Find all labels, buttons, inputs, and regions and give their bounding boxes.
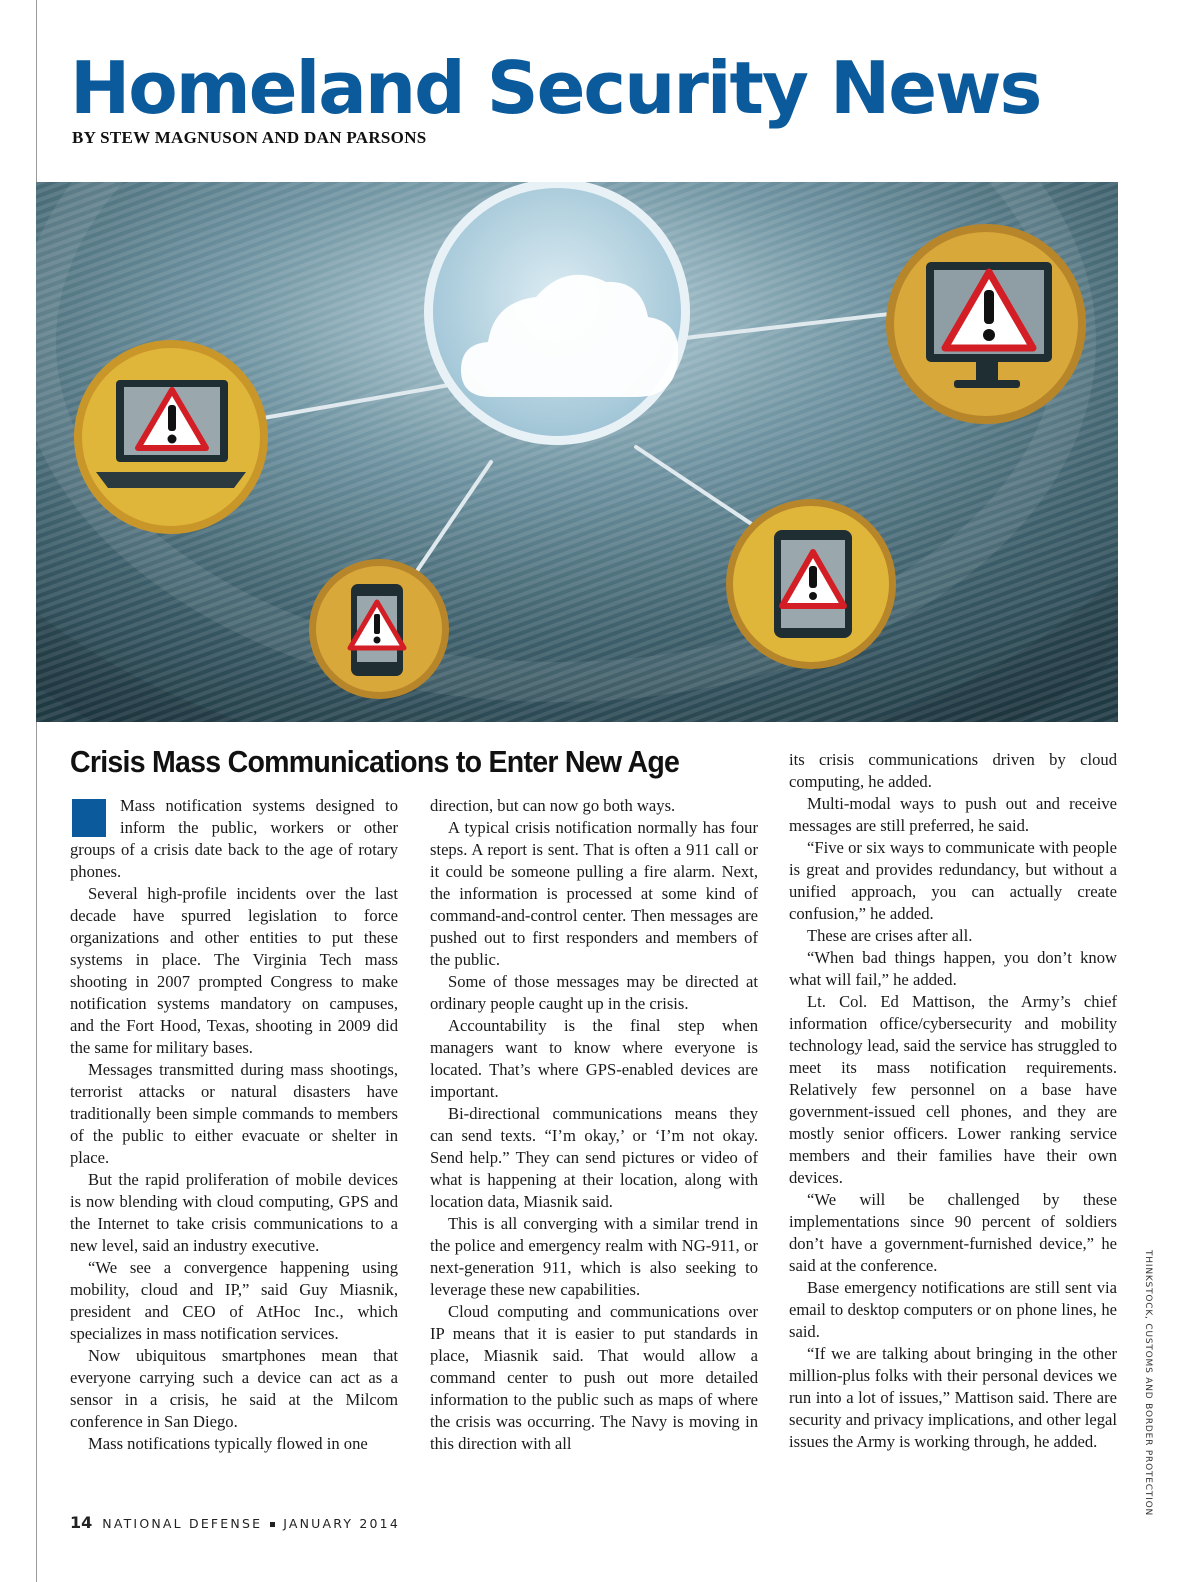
byline: BY STEW MAGNUSON AND DAN PARSONS — [72, 128, 427, 147]
laptop-warning-icon — [74, 340, 268, 534]
paragraph: “When bad things happen, you don’t know what will fail,” he added. — [789, 948, 1117, 989]
paragraph: Some of those messages may be directed at ordinary people caught up in the crisis. — [430, 972, 758, 1013]
paragraph: But the rapid proliferation of mobile devices is now blending with cloud computing, GPS and the Internet to take crisis communications to a new level, said an industry executive. — [70, 1170, 398, 1255]
hero-illustration — [36, 182, 1118, 722]
paragraph: Several high-profile incidents over the last decade have spurred legislation to force organizations and other entities to put these systems in place. The Virginia Tech mass shooting in 2007 prompted Congress to make notification systems mandatory on campuses, and the Fort Hood, Texas, shooting in 2009 did the same for military bases. — [70, 884, 398, 1057]
issue-date: JANUARY 2014 — [283, 1516, 400, 1531]
section-masthead: Homeland Security News — [70, 46, 1041, 130]
separator-dot — [270, 1522, 275, 1527]
paragraph: Cloud computing and communications over IP means that it is easier to put standards in place, Miasnik said. That would allow a command center to push out more detailed information to the public such as maps of where the crisis was occurring. The Navy is moving in this direction with all — [430, 1302, 758, 1453]
drop-square — [72, 799, 106, 837]
page-footer — [70, 1513, 400, 1532]
paragraph: “Five or six ways to communicate with people is great and provides redundancy, but without a unified approach, you can actually create confusion,” he added. — [789, 838, 1117, 923]
paragraph: Base emergency notifications are still sent via email to desktop computers or on phone lines, he said. — [789, 1278, 1117, 1341]
tablet-warning-icon — [726, 499, 896, 669]
paragraph: Multi-modal ways to push out and receive messages are still preferred, he said. — [789, 794, 1117, 835]
paragraph: “If we are talking about bringing in the other million-plus folks with their personal devices we run into a lot of issues,” Mattison said. There are security and privacy implications, and other legal issues the Army is working through, he added. — [789, 1344, 1117, 1451]
paragraph: Mass notifications typically flowed in one — [88, 1434, 368, 1453]
article-column-1 — [70, 795, 398, 1455]
article-headline: Crisis Mass Communications to Enter New Age — [70, 744, 680, 779]
paragraph: Accountability is the final step when managers want to know where everyone is located. That’s where GPS-enabled devices are important. — [430, 1016, 758, 1101]
monitor-warning-icon — [886, 224, 1086, 424]
paragraph: A typical crisis notification normally has four steps. A report is sent. That is often a 911 call or it could be someone pulling a fire alarm. Next, the information is processed at some kind of command-and-control center. Then messages are pushed out to first responders and members of the public. — [430, 818, 758, 969]
paragraph: Bi-directional communications means they can send texts. “I’m okay,’ or ‘I’m not okay. Send help.” They can send pictures or video of what is happening at their location, along with location data, Miasnik said. — [430, 1104, 758, 1211]
article-column-2 — [430, 795, 758, 1455]
paragraph: its crisis communications driven by cloud computing, he added. — [789, 750, 1117, 791]
publication-name: NATIONAL DEFENSE — [102, 1516, 263, 1531]
paragraph: These are crises after all. — [807, 926, 973, 945]
paragraph: “We will be challenged by these implementations since 90 percent of soldiers don’t have a government-furnished device,” he said at the conference. — [789, 1190, 1117, 1275]
paragraph — [70, 795, 398, 883]
paragraph: direction, but can now go both ways. — [430, 796, 676, 815]
page-number: 14 — [70, 1513, 93, 1532]
photo-credit: THINKSTOCK, CUSTOMS AND BORDER PROTECTION — [1143, 1250, 1153, 1517]
paragraph: This is all converging with a similar trend in the police and emergency realm with NG-911, or next-generation 911, which is also seeking to leverage these new capabilities. — [430, 1214, 758, 1299]
paragraph: Now ubiquitous smartphones mean that everyone carrying such a device can act as a sensor in a crisis, he said at the Milcom conference in San Diego. — [70, 1346, 398, 1431]
cloud-icon — [424, 182, 690, 445]
article-column-3 — [789, 749, 1117, 1453]
paragraph: “We see a convergence happening using mobility, cloud and IP,” said Guy Miasnik, president and CEO of AtHoc Inc., which specializes in mass notification services. — [70, 1258, 398, 1343]
paragraph-text: Mass notification systems designed to inform the public, workers or other groups of a crisis date back to the age of rotary phones. — [70, 796, 398, 881]
phone-warning-icon — [309, 559, 449, 699]
paragraph: Messages transmitted during mass shootings, terrorist attacks or natural disasters have traditionally been simple commands to members of the public to either evacuate or shelter in place. — [70, 1060, 398, 1167]
paragraph: Lt. Col. Ed Mattison, the Army’s chief information office/cybersecurity and mobility technology lead, said the service has struggled to meet its mass notification requirements. Relatively few personnel on a base have government-issued cell phones, and they are mostly senior officers. Lower ranking service members and their families have their own devices. — [789, 992, 1117, 1187]
